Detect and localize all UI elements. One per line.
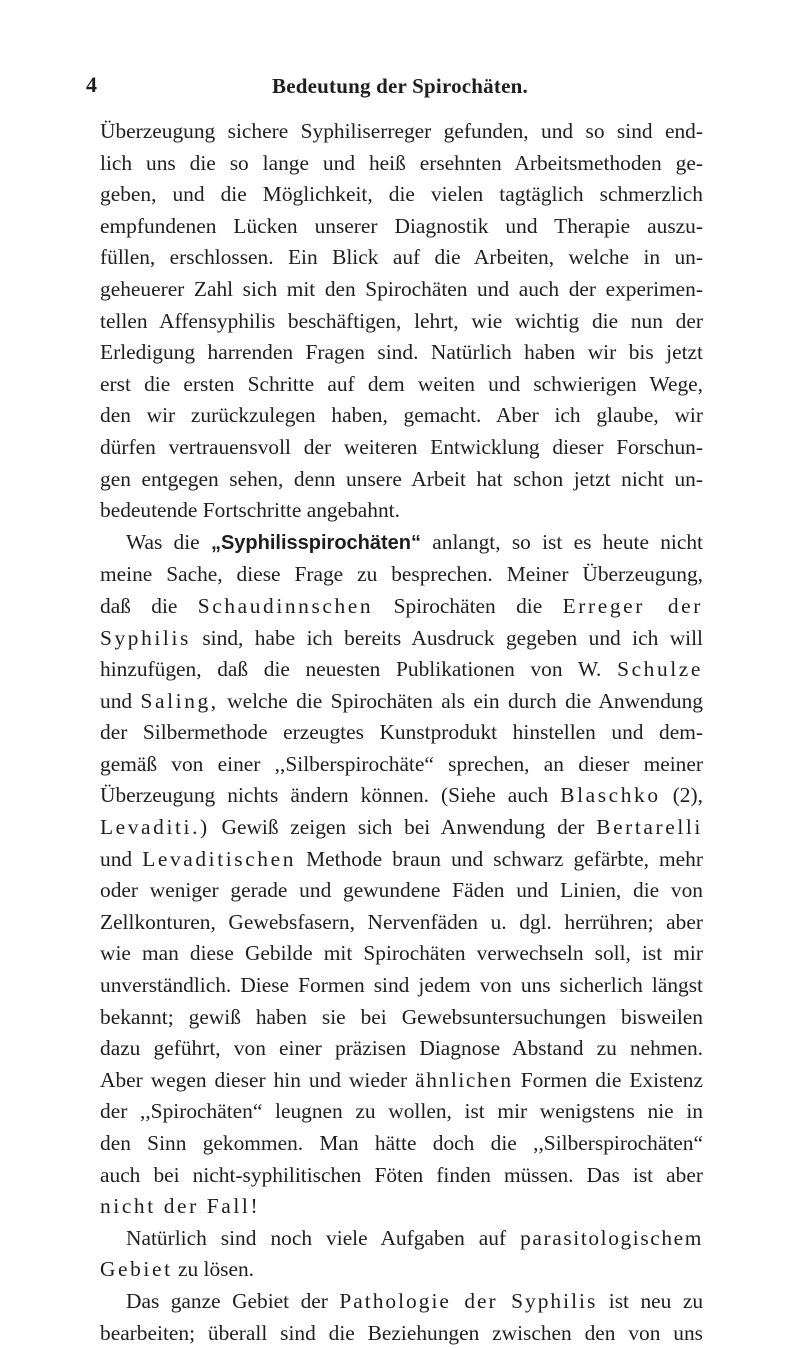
text-line: füllen, erschlossen. Ein Blick auf die Arbeiten, welche in un-: [100, 245, 703, 270]
text-line: den Sinn gekommen. Man hätte doch die ,,Silberspirochäten“: [100, 1131, 703, 1155]
spaced-term: Erreger der: [562, 593, 704, 618]
text-line: [100, 1286, 703, 1318]
text-fragment: ist neu zu: [608, 1288, 704, 1313]
text-line: [100, 812, 703, 844]
paragraph-1: [100, 116, 703, 527]
text-line: [100, 1065, 703, 1097]
text-fragment: sind, habe ich bereits Ausdruck gegeben und ich will: [202, 625, 703, 650]
emphasis-term: „Syphilisspirochäten“: [210, 531, 422, 554]
text-fragment: Natürlich sind noch viele Aufgaben auf: [126, 1225, 507, 1250]
spaced-name: Schulze: [617, 657, 703, 682]
text-line: [100, 623, 703, 655]
text-line: Erledigung harrenden Fragen sind. Natürlich haben wir bis jetzt: [100, 340, 703, 365]
text-line: [100, 686, 703, 718]
spaced-term: parasitologischem: [520, 1225, 703, 1250]
text-line: wie man diese Gebilde mit Spirochäten verwechseln soll, ist mir: [100, 941, 703, 966]
text-fragment: hinzufügen, daß die neuesten Publikationen von W.: [100, 657, 602, 682]
text-fragment: Das ganze Gebiet der: [126, 1288, 328, 1313]
spaced-name: Saling,: [140, 688, 219, 713]
text-line: der ,,Spirochäten“ leugnen zu wollen, ist mir wenigstens nie in: [100, 1099, 703, 1124]
text-fragment: Aber wegen dieser hin und wieder: [100, 1067, 408, 1092]
text-fragment: daß die: [100, 593, 178, 618]
text-line: gen entgegen sehen, denn unsere Arbeit hat schon jetzt nicht un-: [100, 466, 703, 491]
paragraph-4: [100, 1286, 703, 1349]
page-number: 4: [86, 72, 97, 97]
text-fragment: Was die: [126, 529, 200, 554]
text-line: geheuerer Zahl sich mit den Spirochäten und auch der experimen-: [100, 276, 703, 301]
paragraph-2: [100, 527, 703, 1223]
text-line: lich uns die so lange und heiß ersehnten Arbeitsmethoden ge-: [100, 150, 703, 175]
text-fragment: welche die Spirochäten als ein durch die Anwendung: [227, 688, 703, 713]
spaced-name: Bertarelli: [596, 815, 703, 840]
text-line: meine Sache, diese Frage zu besprechen. Meiner Überzeugung,: [100, 562, 703, 587]
text-line: [100, 1254, 703, 1286]
text-line: der Silbermethode erzeugtes Kunstprodukt hinstellen und dem-: [100, 720, 703, 745]
text-fragment: Formen die Existenz: [520, 1067, 703, 1092]
text-line: [100, 591, 703, 623]
text-line: Zellkonturen, Gewebsfasern, Nervenfäden u. dgl. herrühren; aber: [100, 909, 703, 934]
text-line: geben, und die Möglichkeit, die vielen tagtäglich schmerzlich: [100, 182, 703, 207]
text-fragment: Überzeugung nichts ändern können. (Siehe auch: [100, 783, 549, 808]
text-line: empfundenen Lücken unserer Diagnostik und Therapie auszu-: [100, 213, 703, 238]
text-fragment: Spirochäten die: [393, 593, 543, 618]
spaced-term: Syphilis: [100, 625, 191, 650]
spaced-term: Pathologie der Syphilis: [339, 1288, 598, 1313]
text-line: [100, 780, 703, 812]
text-fragment: und: [100, 688, 133, 713]
spaced-term: Gebiet: [100, 1257, 173, 1282]
text-line: bekannt; gewiß haben sie bei Gewebsuntersuchungen bisweilen: [100, 1004, 703, 1029]
page-header: [0, 72, 800, 102]
running-title: Bedeutung der Spirochäten.: [272, 74, 528, 98]
text-line: unverständlich. Diese Formen sind jedem von uns sicherlich längst: [100, 973, 703, 998]
body-text: [100, 116, 703, 1349]
text-line: bearbeiten; überall sind die Beziehungen zwischen den von uns: [100, 1320, 703, 1345]
spaced-term: ähnlichen: [415, 1067, 513, 1092]
text-line: tellen Affensyphilis beschäftigen, lehrt, wie wichtig die nun der: [100, 308, 703, 333]
paragraph-3: [100, 1223, 703, 1286]
text-line: dürfen vertrauensvoll der weiteren Entwicklung dieser Forschun-: [100, 434, 703, 459]
text-line: Überzeugung sichere Syphiliserreger gefunden, und so sind end-: [100, 119, 703, 143]
text-fragment: zu lösen.: [177, 1257, 255, 1282]
text-line: [100, 527, 703, 560]
spaced-name: Levaditi.): [100, 815, 210, 840]
text-fragment: anlangt, so ist es heute nicht: [432, 529, 703, 554]
text-line: oder weniger gerade und gewundene Fäden und Linien, die von: [100, 878, 703, 903]
text-fragment: Methode braun und schwarz gefärbte, mehr: [306, 846, 703, 871]
spaced-name: Blaschko: [560, 783, 661, 808]
text-line: [100, 654, 703, 686]
spaced-name: Schaudinnschen: [197, 593, 374, 618]
text-line: auch bei nicht-syphilitischen Föten finden müssen. Das ist aber: [100, 1162, 703, 1187]
text-fragment: (2),: [672, 783, 703, 808]
text-fragment: Gewiß zeigen sich bei Anwendung der: [221, 815, 585, 840]
text-line: [100, 1223, 703, 1255]
text-fragment: und: [100, 846, 133, 871]
text-line: gemäß von einer ,,Silberspirochäte“ sprechen, an dieser meiner: [100, 751, 703, 776]
text-line: [100, 844, 703, 876]
text-line: erst die ersten Schritte auf dem weiten und schwierigen Wege,: [100, 371, 703, 396]
text-line: bedeutende Fortschritte angebahnt.: [100, 498, 400, 523]
text-line: nicht der Fall!: [100, 1194, 261, 1219]
text-line: den wir zurückzulegen haben, gemacht. Aber ich glaube, wir: [100, 403, 703, 428]
spaced-name: Levaditischen: [142, 846, 296, 871]
text-line: dazu geführt, von einer präzisen Diagnose Abstand zu nehmen.: [100, 1036, 703, 1061]
